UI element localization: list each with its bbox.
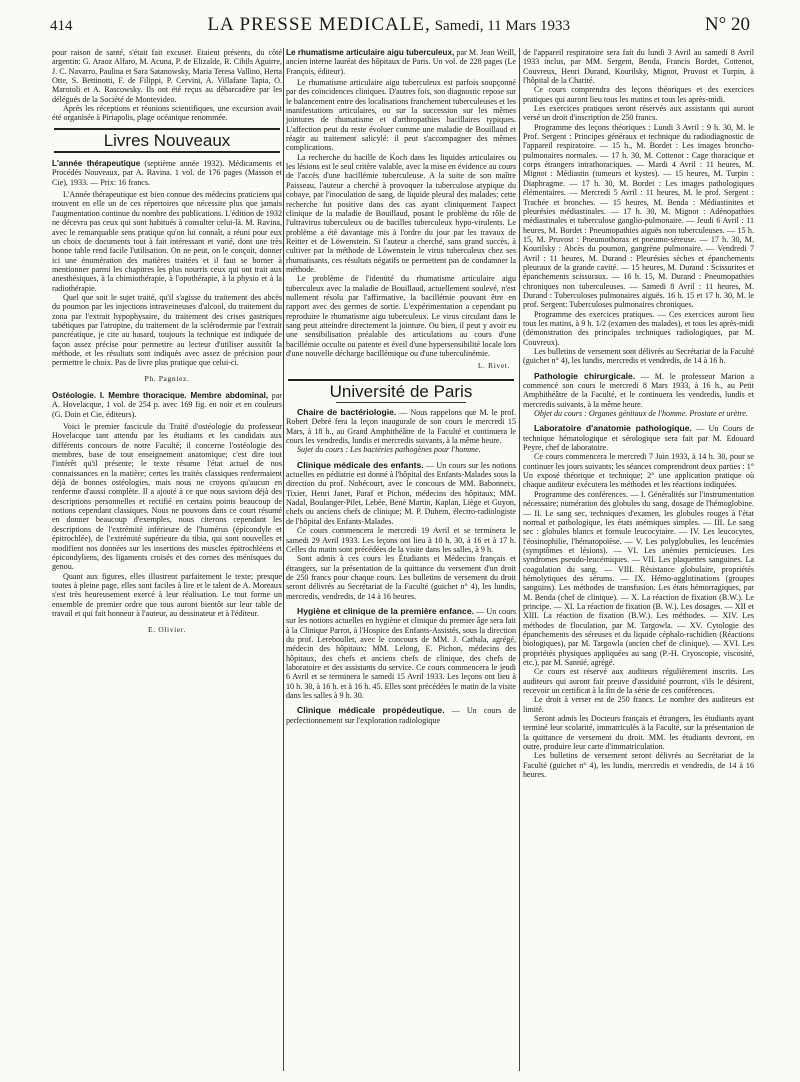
notice-text: — Un Cours de technique hématologique et sérologique sera fait par M. Edouard Peyre, chef de laboratoire. [523, 424, 754, 453]
conference-program: Programme des conférences. — I. Généralités sur l'instrumentation nécessaire; numération des globules du sang, dosage de l'hémoglobine. — II. Le sang sec, techniques d'examen, les globules rouges à l'état normal et pathologique, les états anémiques simples. — III. Le sang sec : globules blancs et formule leucocytaire. — IV. Les leucocytes, l'éosinophilie, l'hématopoïèse. — V. Les polyglobulies, les leucémies (symptômes et lésions). — VI. Les anémies pernicieuses. Les syndromes pseudo-leucémiques. — VII. Les plaquettes sanguines. La coagulation du sang. — VIII. Résistance globulaire, propriétés hémolytiques des sérums. — IX. Hémo-agglutinations (groupes sanguins). Les méthodes de transfusion. Les états hémorragiques, par M. Benda (chef de clinique). — X. La réaction de fixation (B.W.). Le principe. — XI. La réaction de fixation (B. W.). Les dosages. — XII et XIII. La réaction de fixation (B.W.). Les méthodes. — XIV. Les méthodes de floculation, par M. Targowla. — XV. Cytologie des épanchements des séreuses et du liquide céphalo-rachidien (Réactions biologiques), par M. Targowla (ancien chef de clinique). — XVI. Les propriétés physiques appliquées au sang (P.-H. Cryoscopie, viscosité, etc.), par M. Sannié, agrégé. [523, 489, 754, 667]
book-reference: par M. Jean Weill, ancien interne lauréat des hôpitaux de Paris. Un vol. de 228 pages (Le François, éditeur). [286, 48, 516, 76]
book-title: Le rhumatisme articulaire aigu tuberculeux, [286, 48, 455, 57]
notice-hygiene [286, 607, 516, 700]
section-rule [288, 379, 514, 381]
review-paragraph: Le problème de l'identité du rhumatisme articulaire aigu tuberculeux avec la maladie de Bouillaud, actuellement soulevé, n'est nullement résolu par l'affirmative, la bacillémie pouvant être en rapport avec des germes de sortie. L'expérimentation a cependant pu reproduire le rhumatisme aigu tuberculeux. Le virus circulant dans le sang peut atteindre directement la jointure. Ou bien, il peut y avoir eu une sensibilisation préalable des articulations au cours d'une bacillémie occulte ou patente et éveil d'une hypersensibilité locale lors d'une nouvelle décharge bacillémique ou d'une tuberculinémie. [286, 274, 516, 358]
book-title: L'année thérapeutique [52, 159, 141, 169]
book-title: Ostéologie. I. Membre thoracique. Membre abdominal, [52, 391, 269, 400]
section-rule [336, 402, 466, 403]
notice-laboratoire [523, 424, 754, 452]
section-rule [54, 128, 280, 130]
notice-heading: Clinique médicale propédeutique. [297, 705, 445, 716]
notice-paragraph: Seront admis les Docteurs français et étrangers, les étudiants ayant terminé leur scolarité, immatriculés à la Faculté, sur la présentation de la quittance de versement du droit. MM. les étudiants devront, en outre, produire leur carte d'immatriculation. [523, 714, 754, 752]
notice-paragraph: de l'appareil respiratoire sera fait du lundi 3 Avril au samedi 8 Avril 1933 inclus, par MM. Sergent, Benda, Francis Bordet, Cottenot, Couvreux, Henri Durand, Kourilsky, Mignot, Pruvost et Turpin, à l'hôpital de la Charité. [523, 48, 754, 86]
notice-paragraph: Ce cours commencera le mercredi 19 Avril et se terminera le samedi 29 Avril 1933. Les leçons ont lieu à 10 h. 30, à 16 et à 17 h. Celles du matin sont précédées de la visite dans les salles, à 9 h. [286, 526, 516, 554]
notice-subject: Sujet du cours : Les bactéries pathogènes pour l'homme. [297, 445, 481, 455]
intro-paragraph: pour raison de santé, s'était fait excuser. Etaient présents, du côté argentin: G. Araoz Alfaro, M. Acuna, P. de Elizalde, R. Cibils Aguirre, J. C. Navarro, Paulina et Sara Satanowsky, Maria Teresa Vallino, Herta Otte, S. Bettinotti, F. de Filippi, P. Cervini, A. Villafane Tapia, O. Marotoli et A. Rascowsky. Ils ont été reçus au débarcadère par les délégués de la Société de Montevideo. [52, 48, 282, 104]
exercises-program: Programme des exercices pratiques. — Ces exercices auront lieu tous les matins, à 9 h. 1/2 (examen des malades), et tous les après-midi (démonstration des principales techniques radiologiques, par M. Couvreux). [523, 309, 754, 347]
notice-paragraph: Les bulletins de versement seront délivrés au Secrétariat de la Faculté (guichet n° 4), les lundis, mercredis et vendredis, de 14 à 16 heures. [523, 751, 754, 780]
notice-heading: Pathologie chirurgicale. [534, 370, 636, 381]
column-divider [519, 48, 520, 1071]
book-entry-osteologie [52, 391, 282, 419]
notice-paragraph: Les bulletins de versement sont délivrés au Secrétariat de la Faculté (guichet n° 4), les lundis, mercredis et vendredis, de 14 à 16 h. [523, 347, 754, 366]
notice-paragraph: Ce cours commencera le mercredi 7 Juin 1933, à 14 h. 30, pour se continuer les jours suivants; les séances comprendront deux parties : 1° Un exposé théorique et technique; 2° une application pratique où chaque auditeur exécutera les méthodes et les réactions indiquées. [523, 452, 754, 490]
lessons-program: Programme des leçons théoriques : Lundi 3 Avril : 9 h. 30, M. le Prof. Sergent : Principes généraux et technique du radiodiagnostic de l'appareil respiratoire. — 15 h., M. Bordet : Les images broncho-pulmonaires normales. — 17 h. 30, M. Cottenot : Cage thoracique et corps étrangers intrathoraciques. — Mardi 4 Avril : 11 heures, M. Mignot : Médiastin (tumeurs et kystes). — 15 heures, M. Turpin : Diaphragme. — 17 h. 30, M. Bordet : Les images pathologiques élémentaires. — Mercredi 5 Avril : 11 heures, M. le prof. Sergent : Trachée et bronches. — 15 heures, M. Benda : Médiastinites et pleurésies médiastinales. — 17 h. 30, M. Mignot : Adénopathies médiastinales et tuberculose ganglio-pulmonaire. — Jeudi 6 Avril : 11 heures, M. Bordet : Pneumopathies aiguës non tuberculeuses. — 15 h. 15, M. Pruvost : Pneumothorax et pneumo-séreuse. — 17 h. 30, M. Kourilsky : Abcès du poumon, gangrène pulmonaire. — Vendredi 7 Avril : 11 heures, M. Durand : Pleurésies sèches et épanchements pleuraux de la grande cavité. — 15 heures, M. Durand : Scissurites et épanchements scissuraux. — 16 h. 15, M. Durand : Pneumopathies chroniques non tuberculeuses. — Samedi 8 Avril : 11 heures, M. Durand : Tuberculoses pulmonaires aiguës. 16 h. 15 et 17 h. 30, M. le prof. Sergent: Tuberculoses pulmonaires chroniques. [523, 122, 754, 310]
page-number: 414 [50, 18, 73, 34]
notice-clinique-enfants [286, 461, 516, 526]
livres-nouveaux-heading: Livres Nouveaux [103, 130, 231, 150]
notice-paragraph: Les exercices pratiques seront réservés aux assistants qui auront versé un droit d'inscription de 250 francs. [523, 104, 754, 123]
notice-text: — Un cours de perfectionnement sur l'exploration radiologique [286, 706, 517, 725]
notice-subject: Objet du cours : Organes génitaux de l'homme. Prostate et urètre. [534, 409, 748, 419]
notice-paragraph: Le droit à verser est de 250 francs. Le nombre des auditeurs est limité. [523, 695, 754, 714]
column-1 [52, 48, 282, 635]
review-signature: E. Olivier. [147, 625, 187, 635]
publication-date: Samedi, 11 Mars 1933 [434, 18, 570, 34]
column-3 [523, 48, 754, 779]
notice-text: — M. le professeur Marion a commencé son cours le mercredi 8 Mars 1933, à 16 h., au Petit Amphithéâtre de la Faculté, et le continuera les vendredis, lundis et mercredis suivants, à la même heure. [523, 371, 754, 409]
book-entry-rhumatisme [286, 48, 516, 76]
notice-propedeutique [286, 706, 516, 725]
notice-text: — Un cours sur les notions actuelles en pédiatrie est donné à l'hôpital des Enfants-Malades sous la direction du prof. Nobécourt, avec le concours de MM. Babonneix, Tixier, Henri Janet, Paraf et Pichon, médecins des hôpitaux; MM. Nadal, Boulanger-Pilet, Lebée, Bené Martin, Kaplan, Liège et Guyon, chefs ou anciens chefs de clinique; M. P. Duhem, électro-radiologiste de l'hôpital des Enfants-Malades. [286, 460, 516, 526]
review-paragraph: Le rhumatisme articulaire aigu tuberculeux est parfois soupçonné par des coïncidences cliniques. D'autres fois, son diagnostic repose sur le balancement entre des localisations franchement tuberculeuses et les manifestations articulaires, ou sur la succession sur les mêmes jointures de rhumatisme et d'arthropathies bacillaires typiques. L'affection peut du reste évoluer comme une maladie de Bouillaud et réagir au traitement salicylé: il peut s'accompagner des mêmes complications. [286, 78, 516, 153]
section-rule [54, 151, 280, 153]
notice-heading: Chaire de bactériologie. [297, 407, 397, 418]
book-reference: par A. Hovelacque, 1 vol. de 254 p. avec 169 fig. en noir et en couleurs (G. Doin et Cie, éditeurs). [52, 391, 283, 419]
page-header [50, 14, 750, 38]
notice-paragraph: Sont admis à ces cours les Étudiants et Médecins français et étrangers, sur la présentation de la quittance du versement d'un droit de 250 francs pour chaque cours. Les bulletins de versement du droit seront délivrés au Secrétariat de la Faculté (guichet n° 4), les lundis, mercredis, vendredis, de 14 à 16 heures. [286, 554, 516, 601]
notice-text: — Nous rappelons que M. le prof. Robert Debré fera la leçon inaugurale de son cours le mercredi 15 Mars, à 18 h., au Grand Amphithéâtre de la Faculté et continuera le cours les vendredis, lundis et mercredis suivants, à la même heure. [286, 408, 516, 446]
masthead [207, 14, 570, 36]
column-2 [286, 48, 516, 725]
issue-number: N° 20 [704, 14, 750, 35]
notice-pathologie [523, 372, 754, 409]
review-paragraph: Voici le premier fascicule du Traité d'ostéologie du professeur Hovelacque tant attendu par les étudiants et les candidats aux différents concours de notre Faculté; il concerne l'ostéologie des membres, base de tout enseignement anatomique; c'est dire tout l'intérêt qu'il présente; le texte résume l'état actuel de nos connaissances en la matière; certes les traités classiques renfermaient déjà de bonnes ostéologies, mais nous ne croyons qu'aucun en renferme d'aussi complète. Il a ajouté à ce que nous savions déjà des descriptions personnelles et rectifié en certains points beaucoup de notions cependant classiques. Nous ne pouvons dans ce court résumé en donner beaucoup d'exemples, nous citerons cependant les descriptions de l'extrémité inférieure de l'humérus (épicondyle et épitrochlée), de l'extrémité supérieure du tibia, qui sont nouvelles et modifient nos données sur les insertions des muscles épitrochléens et épicondyliens, des ligaments croisés et des cornes des ménisques du genou. [52, 422, 282, 572]
book-entry-annee-therapeutique [52, 159, 282, 187]
notice-bacteriologie [286, 408, 516, 445]
notice-paragraph: Ce cours est réservé aux auditeurs régulièrement inscrits. Les auditeurs qui auront fait preuve d'assiduité pourront, s'ils le désirent, recevoir un certificat à la fin de la série de ces conférences. [523, 667, 754, 696]
notice-heading: Hygiène et clinique de la première enfance. [297, 605, 475, 616]
columns [52, 48, 754, 1073]
notice-heading: Laboratoire d'anatomie pathologique. [534, 423, 692, 434]
notice-heading: Clinique médicale des enfants. [297, 459, 424, 470]
column-divider [283, 48, 284, 1071]
review-paragraph: La recherche du bacille de Koch dans les liquides articulaires ou les lésions est le seul critère valable, avec la mise en évidence au cours de l'accès d'une bacillémie tuberculeuse. A la suite de son maître Paisseau, l'auteur a cherché à provoquer la tuberculose atypique du cobaye, par l'inoculation de sang, de liquide pleural des malades: cette recherche fut positive dans des cas ayant cliniquement l'aspect clinique de la maladie de Bouillaud, posant le problème du rôle de l'ultravirus tuberculeux ou de bacilles tuberculeux hypo-virulents. Le problème a été davantage mis à l'ordre du jour par les travaux de Reitter et de Löwenstein. Si l'auteur a cherché, sans grand succès, à cultiver par la méthode de Löwenstein le virus tuberculeux chez ses rhumatisants, ces résultats négatifs ne permettent pas de condamner la méthode. [286, 152, 516, 274]
review-paragraph: Quant aux figures, elles illustrent parfaitement le texte; presque toutes à pleine page, elles sont faciles à lire et le talent de A. Moreaux s'est très heureusement exercé à leur réalisation. Le tout forme un ensemble de premier ordre que tous auront bientôt sur leur table de travail et qui fait honneur à l'auteur, au dessinateur et à l'éditeur. [52, 571, 282, 618]
book-reference: (septième année 1932). Médicaments et Procédés Nouveaux, par A. Ravina. 1 vol. de 176 pages (Masson et Cie), 1933. — Prix: 16 francs. [52, 159, 282, 187]
review-paragraph: L'Année thérapeutique est bien connue des médecins praticiens qui trouvent en elle un de ces répertoires que nécessite plus que jamais l'augmentation continue du nombre des publications. L'édition de 1932 ne décevra pas ceux qui sont habitués à consulter celui-là. M. Ravina, avec le remarquable sens pratique qu'on lui connaît, a réuni pour eux un choix de documents tout à fait intéressant et varié, dont une très bonne table rend facile l'utilisation. On ne peut, on le conçoit, donner ici une énumération des matières traitées et il faut se borner à mentionner parmi les chapitres les plus nourris ceux qui ont trait aux anesthésiques, à la chimiothérapie, à l'opothérapie, à la physio et à la radiothérapie. [52, 190, 282, 293]
universite-heading: Université de Paris [329, 381, 473, 401]
notice-text: — Un cours sur les notions actuelles en hygiène et clinique du premier âge sera fait à la Clinique Parrot, à l'Hospice des Enfants-Assistés, sous la direction du prof. Lereboullet, avec le concours de MM. J. Cathala, agrégé, médecin des hôpitaux; MM. Lelong, E. Pichon, médecins des hôpitaux, des chefs et anciens chefs de clinique, des chefs de laboratoire et des assistants du service. Ce cours commencera le jeudi 6 Avril et se terminera le samedi 15 Avril 1933. Les leçons ont lieu à 10 h. 30, à 16 h. et à 16 h. 45. Elles sont précédées le matin de la visite dans les salles à 9 h. 30. [286, 606, 516, 700]
notice-paragraph: Ce cours comprendra des leçons théoriques et des exercices pratiques qui auront lieu tous les matins et tous les après-midi. [523, 85, 754, 104]
publication-title: LA PRESSE MEDICALE, [207, 14, 431, 35]
excursion-paragraph: Après les réceptions et réunions scientifiques, une excursion avait été organisée à Piriapolis, plage océanique renommée. [52, 104, 282, 123]
review-paragraph: Quel que soit le sujet traité, qu'il s'agisse du traitement des abcès du poumon par les injections intraveineuses d'alcool, du traitement du zona par l'extrait hypophysaire, du traitement des crises gastriques tabétiques par l'atropine, du traitement de la sclérodermie par l'extrait pancréatique, je cite au hasard, toujours la technique est indiquée de façon assez précise pour permettre au lecteur d'utiliser aussitôt la méthode, et les résultats sont indiqués avec assez de précision pour permettre le choix. Pas de livre plus pratique que celui-ci. [52, 292, 282, 368]
review-signature: Ph. Pagniez. [144, 373, 190, 383]
review-signature: L. Rivet. [477, 361, 510, 371]
